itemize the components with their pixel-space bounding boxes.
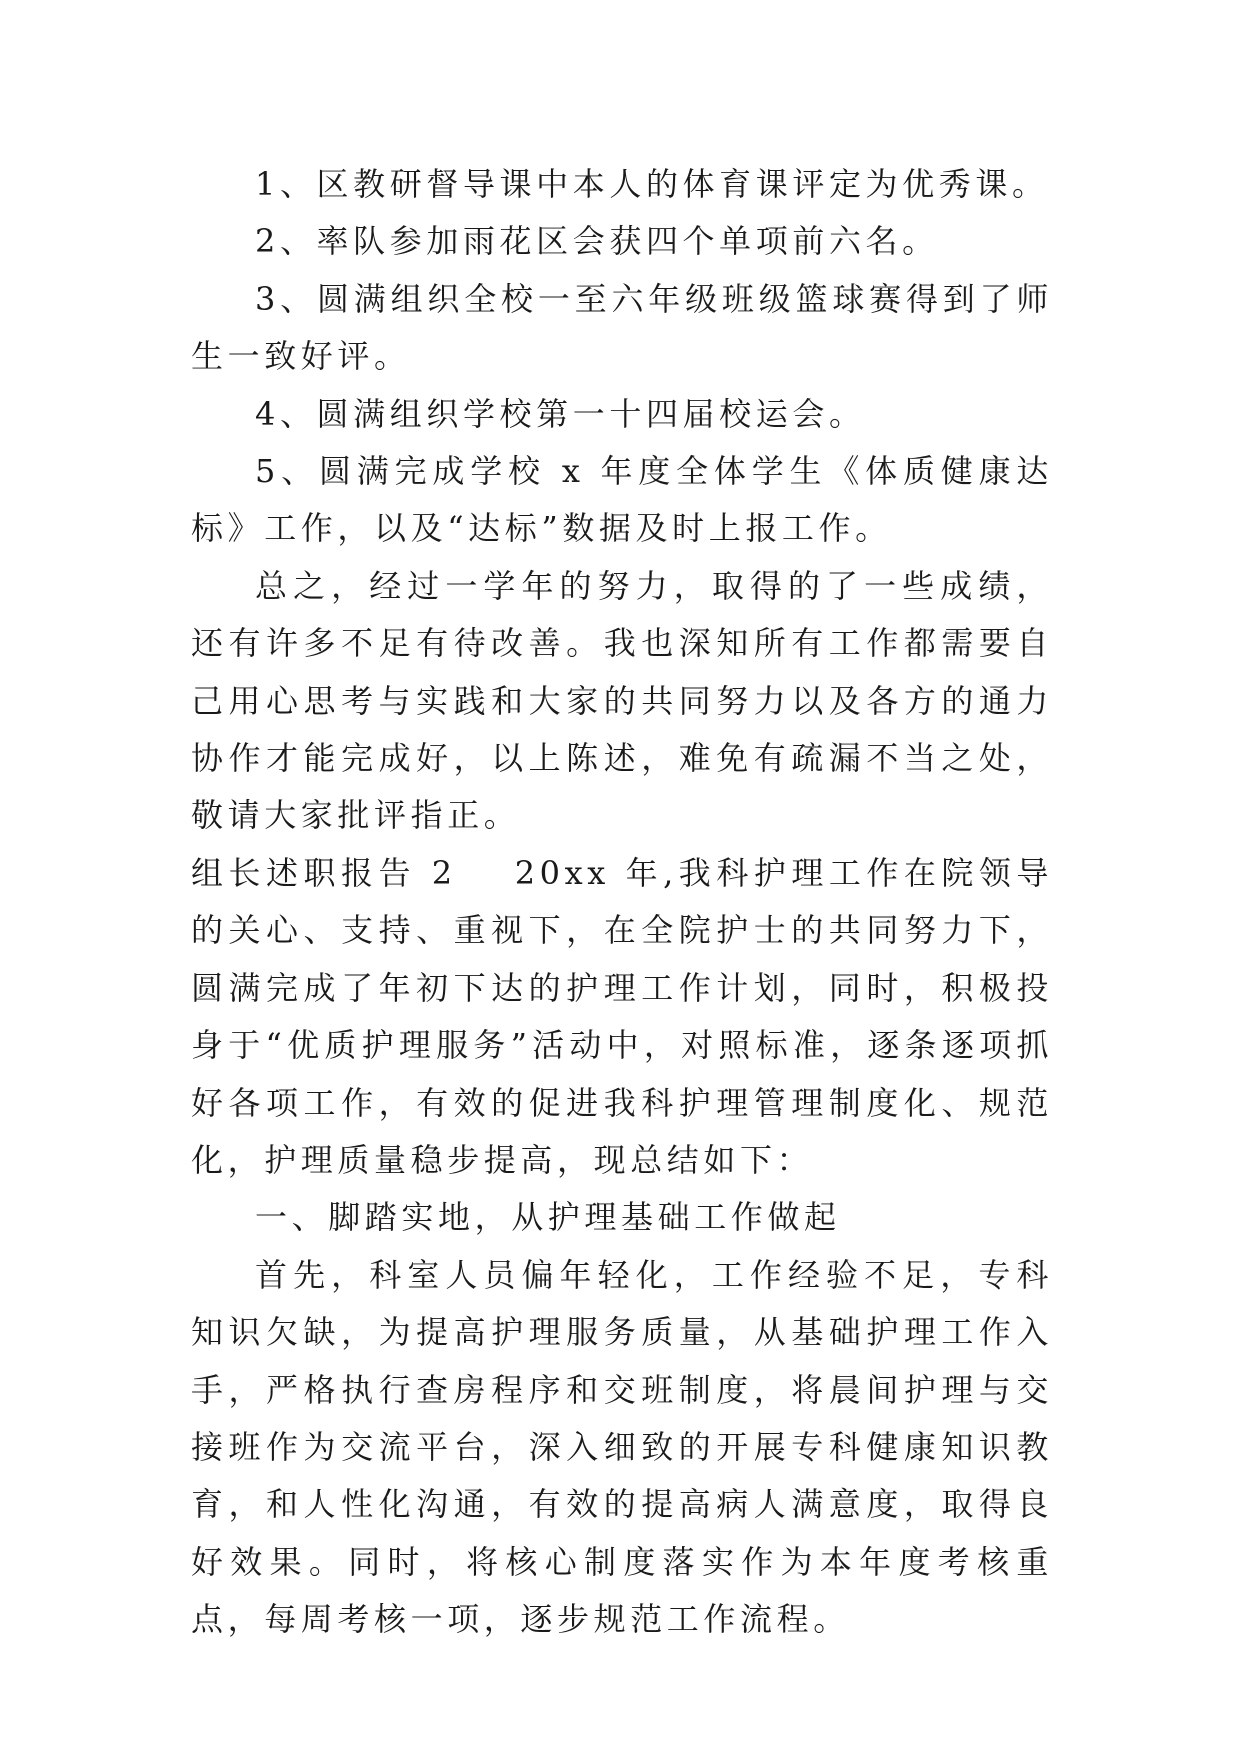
section-one-title: 一、脚踏实地，从护理基础工作做起 bbox=[255, 1198, 841, 1237]
list-item-5: 5、圆满完成学校 x 年度全体学生《体质健康达标》工作，以及“达标”数据及时上报工作。 bbox=[191, 452, 1053, 548]
list-item-1: 1、区教研督导课中本人的体育课评定为优秀课。 bbox=[255, 165, 1049, 203]
section-one-body: 首先，科室人员偏年轻化，工作经验不足，专科知识欠缺，为提高护理服务质量，从基础护理工作入手，严格执行查房程序和交班制度，将晨间护理与交接班作为交流平台，深入细致的开展专科健康知识教育，和人性化沟通，有效的提高病人满意度，取得良好效果。同时，将核心制度落实作为本年度考核重点，每周考核一项，逐步规范工作流程。 bbox=[191, 1255, 1053, 1639]
document-body bbox=[191, 156, 1053, 1649]
list-item-3: 3、圆满组织全校一至六年级班级篮球赛得到了师生一致好评。 bbox=[191, 279, 1053, 376]
list-item-2: 2、率队参加雨花区会获四个单项前六名。 bbox=[255, 222, 939, 261]
report-heading: 组长述职报告 2 bbox=[191, 853, 457, 892]
summary-paragraph: 总之，经过一学年的努力，取得的了一些成绩，还有许多不足有待改善。我也深知所有工作都需要自己用心思考与实践和大家的共同努力以及各方的通力协作才能完成好，以上陈述，难免有疏漏不当之处，敬请大家批评指正。 bbox=[191, 566, 1053, 835]
report-intro-paragraph bbox=[191, 845, 1053, 1189]
report-intro: 20xx 年,我科护理工作在院领导的关心、支持、重视下，在全院护士的共同努力下，圆满完成了年初下达的护理工作计划，同时，积极投身于“优质护理服务”活动中，对照标准，逐条逐项抓好各项工作，有效的促进我科护理管理制度化、规范化，护理质量稳步提高，现总结如下： bbox=[191, 853, 1053, 1179]
list-item-4: 4、圆满组织学校第一十四届校运会。 bbox=[255, 394, 866, 433]
